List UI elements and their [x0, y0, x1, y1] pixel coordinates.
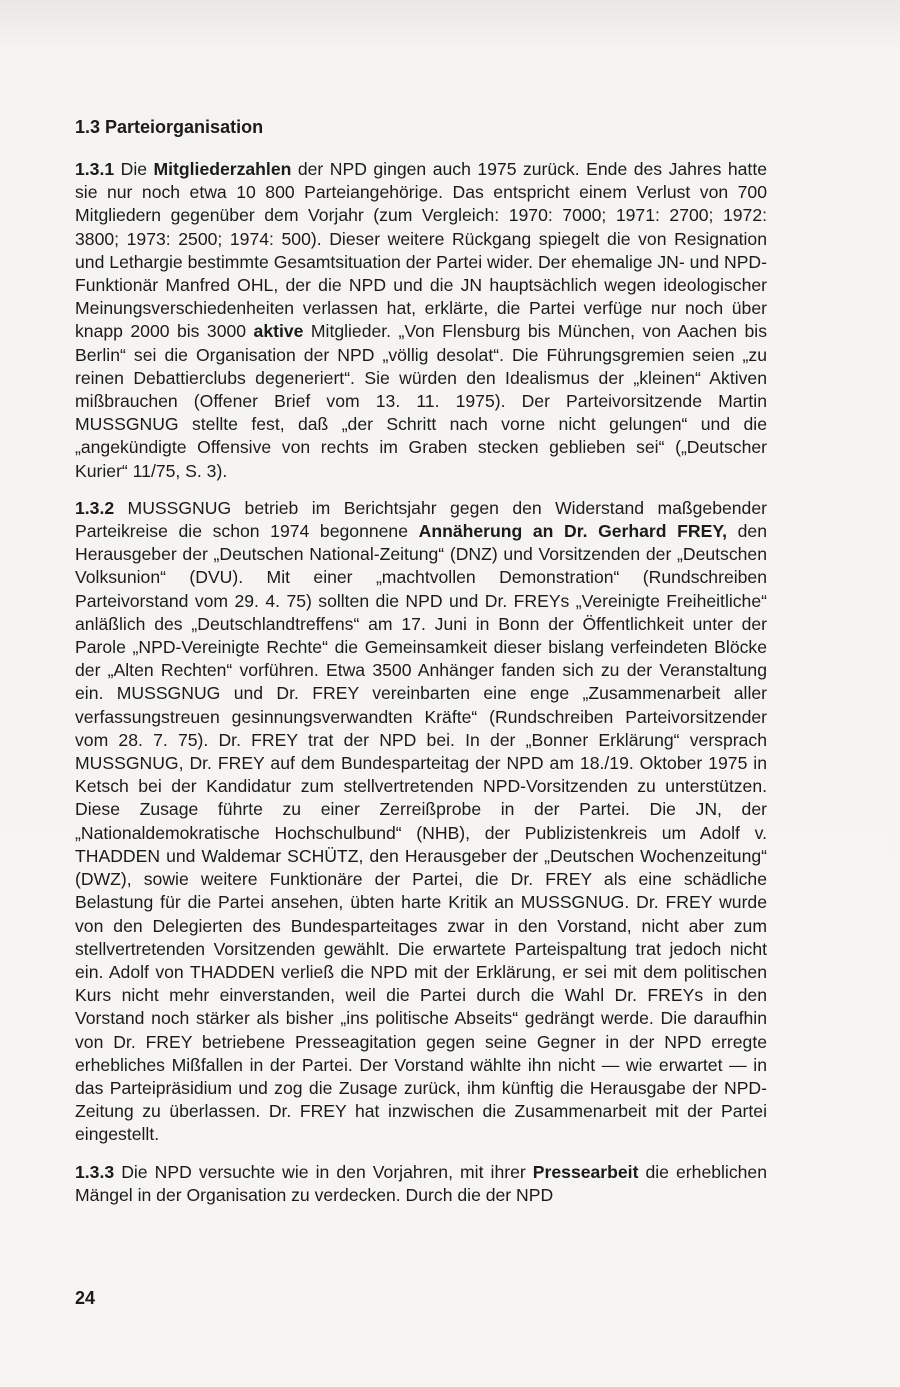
page-number: 24 [75, 1288, 96, 1308]
paragraph-1-3-3 [75, 1161, 767, 1207]
section-heading: 1.3 Parteiorganisation [75, 117, 264, 137]
text-run: die erheblichen Mängel in der Organisation zu verdecken. Durch die der NPD [75, 1161, 767, 1205]
text-run: MUSSGNUG betrieb im Berichtsjahr gegen den Widerstand maßgebender Parteikreise die schon 1974 begonnene [75, 497, 767, 542]
paragraph-number: 1.3.1 [75, 159, 115, 179]
text-run: Die NPD versuchte wie in den Vorjahren, mit ihrer [114, 1161, 533, 1182]
bold-term: Pressearbeit [532, 1161, 639, 1182]
page-content [75, 115, 767, 1221]
paragraph-number: 1.3.2 [75, 497, 115, 518]
paragraph-number: 1.3.3 [75, 1161, 115, 1182]
text-run: der NPD gingen auch 1975 zurück. Ende des Jahres hatte sie nur noch etwa 10 800 Parteiangehörige. Das entspricht einem Verlust von 700 Mitgliedern gegenüber dem Vorjahr (zum Vergleich: 1970: 7000; 1971: 2700; 1972: 3800; 1973: 2500; 1974: 500). Dieser weitere Rückgang spiegelt die von Resignation und Lethargie bestimmte Gesamtsituation der Partei wider. Der ehemalige JN- und NPD-Funktionär Manfred OHL, der die NPD und die JN hauptsächlich wegen ideologischer Meinungsverschiedenheiten verlassen hat, erklärte, die Partei verfüge nur noch über knapp 2000 bis 3000 [75, 159, 767, 342]
text-run: Mitglieder. „Von Flensburg bis München, von Aachen bis Berlin“ sei die Organisation der NPD „völlig desolat“. Die Führungsgremien seien „zu reinen Debattierclubs degeneriert“. Sie würden den Idealismus der „kleinen“ Aktiven mißbrauchen (Offener Brief vom 13. 11. 1975). Der Parteivorsitzende Martin MUSSGNUG stellte fest, daß „der Schritt nach vorne nicht gelungen“ und die „angekündigte Offensive von rechts im Graben stecken geblieben sei“ („Deutscher Kurier“ 11/75, S. 3). [75, 321, 767, 481]
bold-term: Mitgliederzahlen [153, 159, 292, 179]
text-run: Die [114, 159, 154, 179]
text-run: den Herausgeber der „Deutschen National-Zeitung“ (DNZ) und Vorsitzenden der „Deutschen Volksunion“ (DVU). Mit einer „machtvollen Demonstration“ (Rundschreiben Parteivorstand vom 29. 4. 75) sollten die NPD und Dr. FREYs „Vereinigte Freiheitliche“ anläßlich des „Deutschlandtreffens“ am 17. Juni in Bonn der Öffentlichkeit unter der Parole „NPD-Vereinigte Rechte“ die Gemeinsamkeit dieser bislang verfeindeten Blöcke der „Alten Rechten“ vorführen. Etwa 3500 Anhänger fanden sich zu der Veranstaltung ein. MUSSGNUG und Dr. FREY vereinbarten eine enge „Zusammenarbeit aller verfassungstreuen gesinnungsverwandten Kräfte“ (Rundschreiben Parteivorsitzender vom 28. 7. 75). Dr. FREY trat der NPD bei. In der „Bonner Erklärung“ versprach MUSSGNUG, Dr. FREY auf dem Bundesparteitag der NPD am 18./19. Oktober 1975 in Ketsch bei der Kandidatur zum stellvertretenden NPD-Vorsitzenden zu unterstützen. Diese Zusage führte zu einer Zerreißprobe in der Partei. Die JN, der „Nationaldemokratische Hochschulbund“ (NHB), der Publizistenkreis um Adolf v. THADDEN und Waldemar SCHÜTZ, den Herausgeber der „Deutschen Wochenzeitung“ (DWZ), sowie weitere Funktionäre der Partei, die Dr. FREY als eine schädliche Belastung für die Partei ansehen, übten harte Kritik an MUSSGNUG. Dr. FREY wurde von den Delegierten des Bundesparteitages zwar in den Vorstand, nicht aber zum stellvertretenden Vorsitzenden gewählt. Die erwartete Parteispaltung trat jedoch nicht ein. Adolf von THADDEN verließ die NPD mit der Erklärung, er sei mit dem politischen Kurs nicht mehr einverstanden, weil die Partei durch die Wahl Dr. FREYs in den Vorstand noch stärker als bisher „ins politische Abseits“ gedrängt werde. Die daraufhin von Dr. FREY betriebene Presseagitation gegen seine Gegner in der NPD erregte erhebliches Mißfallen in der Partei. Der Vorstand wählte ihn nicht — wie erwartet — in das Parteipräsidium und zog die Zusage zurück, ihm künftig die Herausgabe der NPD-Zeitung zu überlassen. Dr. FREY hat inzwischen die Zusammenarbeit mit der Partei eingestellt. [75, 521, 767, 1145]
paragraph-1-3-1 [75, 158, 767, 483]
bold-term: aktive [253, 321, 304, 342]
bold-term: Annäherung an Dr. Gerhard FREY, [418, 521, 728, 542]
paragraph-1-3-2 [75, 497, 767, 1147]
